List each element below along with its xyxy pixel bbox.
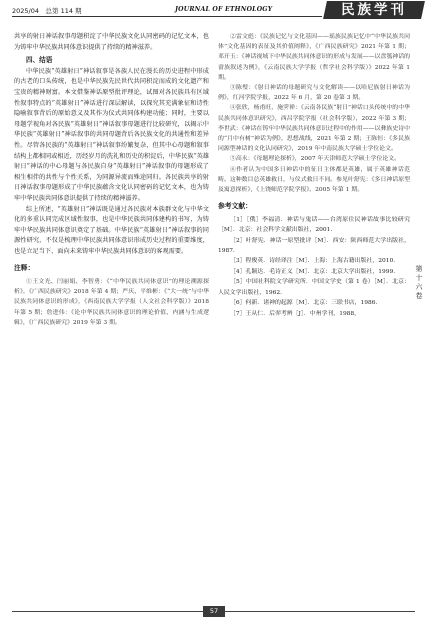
side-marker-char: 卷 xyxy=(415,292,423,300)
footnote: ③陈璧：《射日神话的母题研究与文化解读——以哈尼族射日神话为例》，红河学院学报，2022 年 6 月，第 20 卷第 3 期。 xyxy=(218,85,410,102)
footnote: ④张欣，杨甫旺，施霁禅：《云南各民族“射日”神话口头传统中的中华民族共同体意识研究》，西昌学院学报（社会科学版），2022 年第 3 期；李世武：《神话在铸牢中华民族共同体意识过程中的作用——以彝族史诗中的“月中有树”神话为例》，思想战线，2021 年第 2 期；王陈恒：《多民族同源型神话的文化认同研究》，2019 年中南民族大学硕士学位论文。 xyxy=(218,105,410,153)
side-marker-char: 十 xyxy=(415,274,423,282)
side-marker-char: 六 xyxy=(415,283,423,291)
footnote: ②雷文彪：《民族记忆与文化基因——瑶族民族记忆中“中华民族共同体”文化基因的表征及其价值阐释》，《广西民族研究》2021 年第 1 期；邓开玉：《神话视域下中华民族共同体意识的形成与发展——以盘瓠神话的畲族叙述为例》，《云南民族大学学报（哲学社会科学版）》2022 年第 1 期。 xyxy=(218,34,410,81)
journal-title: JOURNAL OF ETHNOLOGY xyxy=(175,6,273,13)
footnote: ⑥作者认为中国多日神话中的征日主体都是英雄，属于英雄神话范畴。这种数目总英雄救日，与仪式救日不同。参见叶舒宪：《多日神话原型及寓意探析》，《上饶师范学院学报》，2005 年第 1 期。 xyxy=(218,166,410,194)
reference-item: ［1］［俄］李福清．神话与鬼话——台湾原住民神话故事比较研究［M］．北京：社会科学文献出版社，2001. xyxy=(218,216,410,234)
references-title: 参考文献： xyxy=(218,202,252,211)
reference-item: ［5］中国社科院文学研究所．中国文学史（第 1 卷）［M］．北京：人民文学出版社，1962. xyxy=(218,279,410,296)
footnote: ①王文光、闫丽娟、李智勇：《“中华民族共同体意识”的理论溯源探析》，《广西民族研究》2018 年第 4 期；严庆、平维彬：《“大一统”与中华民族共同体意识的形成》，《西南民族大学学报（人文社会科学版）》2018 年第 5 期；詹进伟：《论中华民族共同体意识的理论价值、内涵与生成逻辑》，《广西民族研究》2019 年第 3 期。 xyxy=(14,279,209,326)
journal-logo xyxy=(323,1,425,19)
side-marker-char: 第 xyxy=(415,265,423,273)
section-title: 四、结语 xyxy=(26,56,53,65)
page-header xyxy=(0,0,427,22)
right-column xyxy=(218,32,410,319)
body-paragraph: 综上所述，“英雄射日”神话既是通过各民族对本族群文化与中华文化的多重认同完成区域性叙事，也是中华民族共同体建构的书写，为铸牢中华民族共同体意识奠定了基础。中华民族“英雄射日”神话叙事的同源性研究，不仅是梳理中华民族共同体意识形成历史过程的重要维度，也是立足当下、面向未来铸牢中华民族共同体意识的客观需要。 xyxy=(14,205,209,255)
page-number: 57 xyxy=(203,606,225,617)
notes-title: 注释： xyxy=(14,264,35,273)
reference-item: ［4］孔颖达．毛诗正义［M］．北京：北京大学出版社，1999. xyxy=(230,268,396,275)
issue-info: 2025/04 总第 114 期 xyxy=(12,7,82,15)
reference-item: ［7］王从仁．后羿考辨［J］．中州学刊，1988， xyxy=(230,310,361,317)
reference-item: ［3］程俊英．诗经译注［M］．上海：上海古籍出版社，2010. xyxy=(230,258,396,265)
body-paragraph: 中华民族“英雄射日”神话叙事是各族人民在漫长的历史进程中形成的古老的口头传统，也是中华民族先民世代共同积淀而成的文化遗产和宝贵的精神财富。本文借鉴神话原型批评理论，试图对各民族具有区域性叙事特点的“英雄射日”神话进行深层解读，以探究其充满象征和诗性隐喻叙事背后的原始意义及其作为仪式共同体构建功能；同时，主要以母题学视角对各民族“英雄射日”神话叙事母题进行比较研究，以揭示中华民族“英雄射日”神话叙事的共同母题背后各民族文化的共通性和差异性。尽管各民族的“英雄射日”神话叙事纷繁复杂，但其中心母题和叙事结构上都相同或相近，历经岁月的洗礼和历史的积淀后，中华民族“英雄射日”神话的中心母题与各民族自身“英雄射日”神话叙事的母题形成了相生相伴的共性与个性关系，为同源异流而殊途同归。各民族共享的射日神话叙事母题形成了中华民族蕴含文化认同密码的记忆文本，也为铸牢中华民族共同体意识提供了持续的精神滋养。 xyxy=(14,67,209,202)
footnote: ⑤高永：《母题理论探析》，2007 年天津师范大学硕士学位论文。 xyxy=(230,156,401,163)
intro-paragraph: 共享的射日神话叙事母题积淀了中华民族文化认同密码的记忆文本，也为铸牢中华民族共同体意识提供了持续的精神滋养。 xyxy=(14,33,209,51)
volume-side-marker xyxy=(414,265,424,301)
left-column xyxy=(14,32,209,328)
reference-item: ［6］何新．诸神的起源［M］．北京：三联书店，1986. xyxy=(230,300,378,307)
journal-logo-text: 民族学刊 xyxy=(341,2,407,18)
reference-item: ［2］叶舒宪．神话一原型批评［M］．西安：陕西师范大学出版社，1987. xyxy=(218,237,410,255)
header-rule xyxy=(12,16,322,17)
